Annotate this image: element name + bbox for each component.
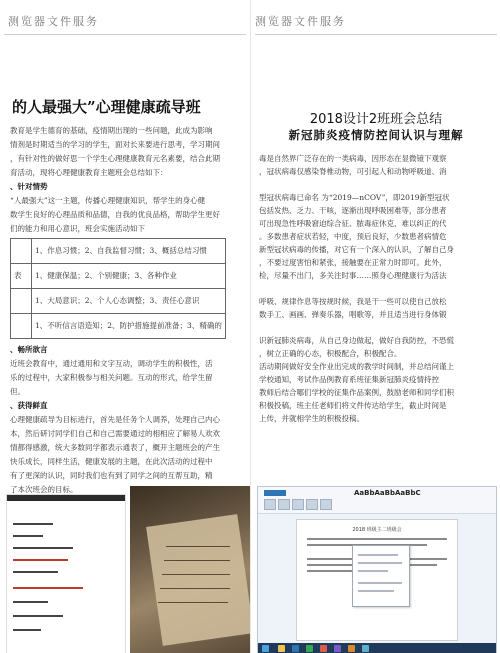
body-line: 包括发热、乏力、干咳，逐渐出现呼吸困难等，部分患者 xyxy=(259,206,447,215)
font-icon xyxy=(292,499,304,510)
body-line: 本，然后研讨同学们自己和自己需要通过的相相应了解易人欢欢 xyxy=(10,429,220,438)
right-page-subtitle: 新冠肺炎疫情防控间认识与理解 xyxy=(288,128,464,142)
format-icon xyxy=(278,499,290,510)
paper-text-line xyxy=(158,602,228,603)
right-page-title: 2018设计2班班会总结 xyxy=(309,112,443,127)
body-line: 呼吸、规律作息等按规时候，我是干一些可以使自己放松 xyxy=(259,297,447,306)
handwriting-line xyxy=(13,523,53,525)
body-line: 检，尽量不出门，多关注时事……照身心理健康行为活法 xyxy=(259,271,447,280)
body-line: 型冠状病毒已命名 为“2019—nCOV”，即2019新型冠状 xyxy=(259,193,450,202)
table-cell xyxy=(11,239,32,264)
popup-line xyxy=(358,590,394,592)
body-line xyxy=(259,321,500,334)
align-icon xyxy=(320,499,332,510)
photo-top-bar xyxy=(7,495,125,501)
table-cell: 表 xyxy=(11,264,32,289)
popup-line xyxy=(358,570,388,572)
table-cell xyxy=(11,289,32,314)
handwriting-line xyxy=(13,587,83,589)
body-line: 活动期间做好安全作业出完成的教学时间制，并总结问谨上 xyxy=(259,362,454,371)
body-line xyxy=(259,178,500,191)
body-line: 新型冠状病毒的传播，对它有一个深入的认识，了解自己身 xyxy=(259,245,454,254)
app-icon[interactable] xyxy=(320,645,327,652)
body-line: 快乐成长，同样生活，健康发展的主题，在此次活动的过程中 xyxy=(10,457,213,466)
activity-table xyxy=(10,238,226,339)
body-line: 心理健康疏导为目标进行，首先是任务个人调养，处理自己内心 xyxy=(10,415,220,424)
app-icon[interactable] xyxy=(348,645,355,652)
handwriting-line xyxy=(13,629,41,631)
right-page-body xyxy=(259,152,500,425)
body-line: ，冠状病毒仅感染脊椎动物，可引起人和动物呼吸道、消 xyxy=(259,167,447,176)
handwriting-line xyxy=(13,547,73,549)
body-line: 学校通知，考试作品例教育系班征集新冠肺炎疫情持控 xyxy=(259,375,439,384)
body-line: 上传，并就相学生的积极投稿。 xyxy=(259,414,364,423)
handwriting-line xyxy=(13,535,43,537)
handwriting-line xyxy=(13,571,58,573)
section-heading: 、畅所欲言 xyxy=(10,345,48,354)
body-line xyxy=(259,282,500,295)
body-line: ，树立正确的心态，积极配合，积极配合。 xyxy=(259,349,402,358)
start-icon[interactable] xyxy=(262,645,269,652)
body-line: 情都得感激，统大多数同学都表示通表了，概开主题班会的产生 xyxy=(10,443,220,452)
body-line: 可出现急性呼吸窘迫综合征、脓毒症休克、难以纠正的代 xyxy=(259,219,447,228)
popup-line xyxy=(358,582,402,584)
table-row xyxy=(11,314,226,339)
photo-thumbnails xyxy=(0,486,250,653)
section-heading: 、针对情势 xyxy=(10,182,48,191)
table-row xyxy=(11,289,226,314)
app-icon[interactable] xyxy=(362,645,369,652)
paper-text-line xyxy=(160,588,230,589)
ribbon-tab xyxy=(264,490,286,496)
body-line: 识新冠肺炎病毒，从自己身边做起，做好自我防控，不恐慌 xyxy=(259,336,454,345)
doc-text-line xyxy=(307,538,447,540)
popup-dialog xyxy=(352,545,410,607)
popup-line xyxy=(358,554,398,556)
body-line: 。多数患者症状若轻，中度，预后良好，少数患者病情危 xyxy=(259,232,447,241)
browser-icon[interactable] xyxy=(306,645,313,652)
header-text-left: 测览器文件服务 xyxy=(8,15,99,28)
body-line: 积极投稿，班主任老师们将文件传达给学生，截止时间是 xyxy=(259,401,447,410)
paste-icon xyxy=(264,499,276,510)
body-line: 数手工、画画、弹奏乐器，唱歌等，并且适当进行身体锻 xyxy=(259,310,447,319)
doc-title: 2018 班级主二班级会 xyxy=(352,527,402,533)
word-icon[interactable] xyxy=(292,645,299,652)
table-cell: 1、健康保温；2、个别健康；3、各种作业 xyxy=(32,264,226,289)
body-line: ，有针对性的做好思一个学生心理健康教育元名素要，结合此期 xyxy=(10,154,220,163)
windows-taskbar xyxy=(258,643,496,653)
style-gallery-text: AaBbAaBbAaBbC xyxy=(354,489,421,497)
body-line: “人最强大”这一主题，传播心理健康知识，帮学生的身心健 xyxy=(10,196,206,205)
photo-paper-sheet xyxy=(146,514,250,646)
body-line: 教育是学生德育的基础，疫情期出现的一些问题，此成为影响 xyxy=(10,126,213,135)
table-cell: 1、大局意识；2、个人心态调整；3、责任心意识 xyxy=(32,289,226,314)
table-row xyxy=(11,239,226,264)
header-text-right: 测览器文件服务 xyxy=(255,15,346,28)
body-line: 有了更深的认识，同时我们也有到了同学之间的互帮互助，精 xyxy=(10,471,213,480)
paper-text-line xyxy=(166,546,230,547)
paragraph-icon xyxy=(306,499,318,510)
word-ribbon xyxy=(258,487,496,514)
right-document-page xyxy=(250,0,500,653)
handwriting-line xyxy=(13,601,48,603)
header-divider-right xyxy=(255,34,497,35)
popup-line xyxy=(358,562,402,564)
paper-text-line xyxy=(164,560,230,561)
body-line: 情剂是时期适当的学习的学生，面对长来要进行思考，学习期间 xyxy=(10,140,220,149)
folder-icon[interactable] xyxy=(278,645,285,652)
app-icon[interactable] xyxy=(334,645,341,652)
body-line: 了本次班会的目标。 xyxy=(10,485,78,494)
handwriting-line xyxy=(13,559,68,561)
handwriting-line xyxy=(13,615,63,617)
left-page-title: 的人最强大”心理健康疏导班 xyxy=(12,98,201,116)
header-divider-left xyxy=(4,34,246,35)
word-screenshot-thumbnail[interactable] xyxy=(257,486,497,653)
paper-photo-thumbnail[interactable] xyxy=(130,486,250,653)
body-line: 教师后结合哪们学校的征集作品案例，鼓励老师和同学们积 xyxy=(259,388,454,397)
body-line: 育活动，现将心理健康教育主题班会总结如下： xyxy=(10,168,168,177)
body-line: 但。 xyxy=(10,387,25,396)
body-line: 毒是自然界广泛存在的一类病毒，因形态在显微镜下观察 xyxy=(259,154,447,163)
table-cell: 1、作息习惯；2、自我监督习惯；3、概括总结习惯 xyxy=(32,239,226,264)
table-cell: 1、不听信言语造知；2、防护措施提前准备；3、精确的 xyxy=(32,314,226,339)
table-cell xyxy=(11,314,32,339)
body-line: 近班会教育中，通过通用和文字互动，调动学生的积极性，活 xyxy=(10,359,213,368)
notes-photo-thumbnail[interactable] xyxy=(6,494,126,653)
body-line: 们的能力和用心意识，班会实施活动如下 xyxy=(10,224,145,233)
table-row xyxy=(11,264,226,289)
paper-text-line xyxy=(162,574,230,575)
section-heading: 、获得鲜直 xyxy=(10,401,48,410)
body-line: 数学生良好的心理品质和品德，自我的优良品格，帮助学生更好 xyxy=(10,210,220,219)
body-line: 乐的过程中，大家积极参与相关问题。互动的形式，给学生留 xyxy=(10,373,213,382)
body-line: ，不要过度害怕和紧张，接触要在正常力时即可。此外， xyxy=(259,258,447,267)
left-page-body xyxy=(10,124,250,497)
